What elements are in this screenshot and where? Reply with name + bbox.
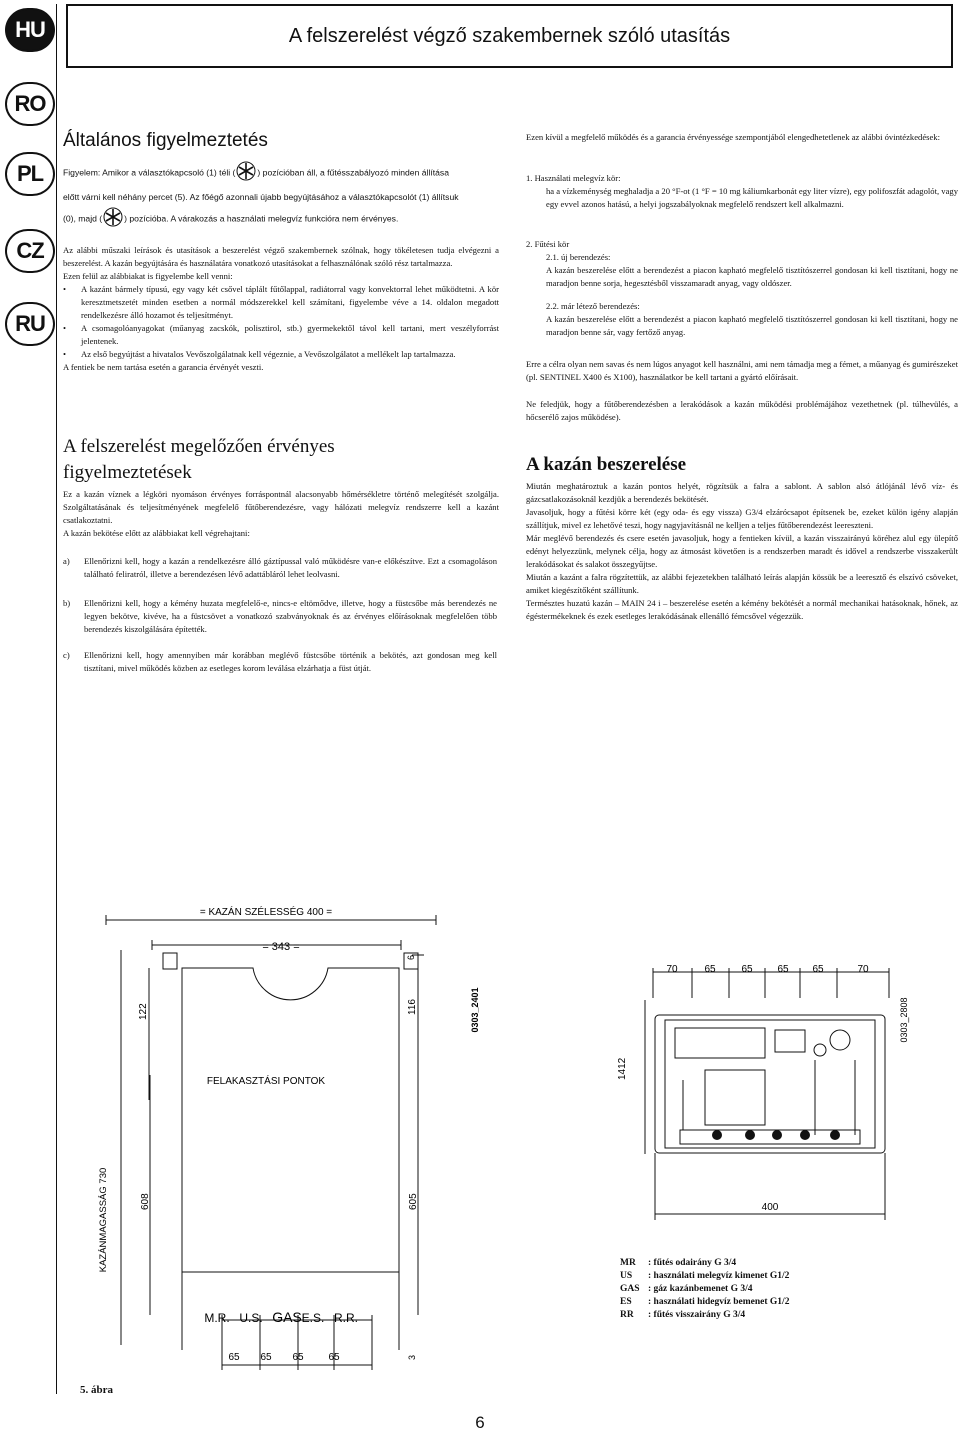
warning-line-2: előtt várni kell néhány percet (5). Az főégő azonnali újabb begyújtásához a választókapcsolót (1) állítsuk: [63, 192, 459, 202]
preinstall-paragraph: [63, 488, 499, 540]
conn-label-gas: GAS: [272, 1309, 302, 1325]
section-title-general-warning: Általános figyelmeztetés: [63, 130, 268, 151]
dhw-circuit: [526, 172, 958, 211]
item-label: b): [63, 598, 71, 608]
legend-key: RR: [620, 1310, 634, 1320]
bottom-dim: 65: [228, 1352, 240, 1363]
legend-row: [620, 1296, 789, 1309]
legend-row: [620, 1270, 789, 1283]
figure-caption: 5. ábra: [80, 1384, 113, 1396]
top-dim: 70: [666, 964, 678, 975]
dim-116: 116: [407, 999, 418, 1015]
requirements-list: [63, 283, 499, 361]
installation-p2: Javasoljuk, hogy a fűtési körre két (egy oda- és egy vissza) G3/4 elzárócsapot építsenek be, ezeket külön igény alapján szállítjuk, mivel ez lehetővé teszi, hogy nagyjavításnál ne kelljen a teljes fűtőberendezést leereszteni.: [526, 507, 958, 530]
installation-p5: Természtes huzatú kazán – MAIN 24 i – beszerelése esetén a kémény bekötését a normál mechanikai hatásoknak, hőnek, az égéstermékeknek és ezek esetleges lerakódásának ellenálló fémcsővel végezzük.: [526, 598, 958, 621]
warning-text-1a: Figyelem: Amikor a választókapcsoló (1) téli (: [63, 167, 236, 178]
dim-1412: 1412: [617, 1057, 628, 1080]
heating-existing-text: A kazán beszerelése előtt a berendezést a piacon kapható megfelelő tisztítószerrel gondosan ki kell tisztítani, hogy ne maradjon benne sár, vagy fertőző anyag.: [546, 314, 958, 337]
section-title-preinstall: [63, 434, 499, 486]
item-label: a): [63, 556, 70, 566]
item-text: Ellenőrizni kell, hogy amennyiben már korábban meglévő füstcsőbe történik a bekötés, azt gondosan meg kell tisztítani, mivel működés közben az esetleges korom leválása elzárhatja a füst útját.: [84, 650, 497, 673]
bottom-dim: 65: [260, 1352, 272, 1363]
deposits-note: Ne feledjük, hogy a fűtőberendezésben a lerakódások a kazán működési problémájához vezethetnek (pl. túlhevülés, a hőcserélő zajos működése).: [526, 399, 958, 422]
heating-new-heading: 2.1. új berendezés:: [546, 252, 611, 262]
warning-text-3b: ) pozícióba. A várakozás a használati melegvíz funkcióra nem érvényes.: [124, 213, 399, 224]
snowflake-icon-2: [102, 212, 124, 226]
legend-row: [620, 1283, 789, 1296]
legend-text: : használati melegvíz kimenet G1/2: [648, 1271, 790, 1281]
bottom-dim: 65: [328, 1352, 340, 1363]
legend-key: ES: [620, 1297, 632, 1307]
template-drawing: [66, 890, 480, 1400]
heating-new-text: A kazán beszerelése előtt a berendezést a piacon kapható megfelelő tisztítószerrel gondosan ki kell tisztítani, hogy ne maradjon benne sorja, hegesztésből visszamaradt anyag, vagy oldószer.: [546, 265, 958, 288]
dhw-heading: 1. Használati melegvíz kör:: [526, 173, 621, 183]
intro-paragraph: [63, 244, 499, 374]
page-title: A felszerelést végző szakembernek szóló utasítás: [288, 24, 731, 47]
top-dim: 70: [857, 964, 869, 975]
item-text: Ellenőrizni kell, hogy a kazán a rendelkezésre álló gáztípussal való működésre van-e előkészítve. Ezt a csomagoláson található feliratról, illetve a berendezésen lévő adattábláról lehet leolvasni.: [84, 556, 497, 579]
legend-row: [620, 1309, 789, 1322]
lang-tab-pl[interactable]: PL: [5, 152, 55, 196]
section-title-installation: A kazán beszerelése: [526, 454, 687, 475]
heating-circuit: [526, 238, 958, 339]
top-dim: 65: [812, 964, 824, 975]
installation-p1: Miután meghatároztuk a kazán pontos helyét, rögzítsük a falra a sablont. A sablon alsó átlójánál lévő víz- és gázcsatlakozásoknál kezdjük a berendezés bekötését.: [526, 481, 958, 504]
legend-text: : fűtés odairány G 3/4: [648, 1258, 737, 1268]
heating-existing-heading: 2.2. már létező berendezés:: [546, 301, 640, 311]
section-title-line-1: A felszerelést megelőzően érvényes: [63, 436, 335, 457]
legend-text: : fűtés visszairány G 3/4: [648, 1310, 746, 1320]
lang-tab-ro[interactable]: RO: [5, 82, 55, 126]
list-item: • A kazánt bármely típusú, egy vagy két csővel táplált fűtőlappal, radiátorral vagy konvektorral lehet működtetni. A kör keresztmetszetét minden esetben a normál módszerekkel kell számítani, figyelembe véve a 14. oldalon megadott rendelkezésre álló hozamot és teljesítményt.: [63, 283, 499, 322]
warranty-note: A fentiek be nem tartása esetén a garancia érvényét veszti.: [63, 362, 264, 372]
list-item: [63, 649, 499, 693]
installation-p3: Már meglévő berendezés és csere esetén javasoljuk, hogy a fentieken kívül, a kazán visszairányú köréhez alul egy ülepítő edényt helyezzünk, melynek célja, hogy az átmosást követően is a rendszerben maradt és idővel a rendszerbe visszakerült lerakódásokat és salakot összegyűjtse.: [526, 533, 958, 569]
preinstall-text-1: Ez a kazán víznek a légköri nyomáson érvényes forráspontnál alacsonyabb hőmérsékletre történő melegítését szolgálja. Szolgáltatásának és teljesítményének megfelelő fűtőberendezésre, vagy hálózati melegvíz rendszerre kell a kazánt csatlakoztatni.: [63, 489, 499, 525]
installation-text: [526, 480, 958, 623]
width-label: = KAZÁN SZÉLESSÉG 400 =: [199, 907, 333, 918]
preinstall-text-2: A kazán bekötése előtt az alábbiakat kell végrehajtani:: [63, 528, 250, 538]
warning-text-1b: ) pozícióban áll, a fűtésszabályozó minden állítása: [257, 167, 449, 178]
list-item: • A csomagolóanyagokat (műanyag zacskók, polisztirol, stb.) gyermekektől távol kell tartani, mert veszélyforrást jelentenek.: [63, 322, 499, 348]
cleaning-note: Erre a célra olyan nem savas és nem lúgos anyagot kell használni, ami nem támadja meg a fémet, a műanyag és gumirészeket (pl. SENTINEL X400 és X100), használatkor be kell tartani a gyártó előírásait.: [526, 359, 958, 382]
dim-3: 3: [407, 1354, 417, 1360]
dim-608: 608: [140, 1193, 151, 1210]
warning-line-1: [63, 166, 503, 180]
top-dim: 65: [777, 964, 789, 975]
conn-label-rr: R.R.: [334, 1311, 358, 1325]
lang-tab-hu[interactable]: HU: [5, 8, 55, 52]
lang-tab-cz[interactable]: CZ: [5, 229, 55, 273]
bottom-dim: 65: [292, 1352, 304, 1363]
installation-p4: Miután a kazánt a falra rögzítettük, az alábbi fejezetekben található leírás alapján kössük be a leeresztő és elszívó csöveket, amiket kiegészítőként szállítunk.: [526, 572, 958, 595]
warning-line-3: [63, 212, 503, 226]
legend-row: [620, 1257, 789, 1270]
top-dim: 65: [704, 964, 716, 975]
height-label: KAZÁNMAGASSÁG 730: [98, 1167, 109, 1273]
lang-tab-ru[interactable]: RU: [5, 302, 55, 346]
dim-6: 6: [406, 954, 416, 960]
item-label: c): [63, 650, 70, 660]
dim-343: = 343 =: [262, 941, 300, 953]
figure-code-right: 0303_2808: [899, 997, 909, 1043]
item-text: Ellenőrizni kell, hogy a kémény huzata megfelelő-e, nincs-e eltömődve, illetve, hogy a füstcsőbe más berendezés ne legyen bekötve, kivéve, ha a füstcsövet a vonatkozó szabványoknak és az érvényes előírásoknak megfelelően több berendezés kiszolgálására építették.: [84, 598, 497, 634]
dim-400: 400: [761, 1202, 779, 1213]
legend-key: MR: [620, 1258, 636, 1268]
dhw-text: ha a vízkeménység meghaladja a 20 °F-ot (1 °F = 10 mg káliumkarbonát egy liter vízre), egy polifoszfát adagolót, vagy egy evvel azonos hatású, a helyi jogszabályoknak megfelelő rendszert kell alkalmazni.: [546, 186, 958, 209]
dim-122: 122: [138, 1003, 149, 1020]
heating-heading: 2. Fűtési kör: [526, 239, 570, 249]
conn-label-es: E.S.: [301, 1311, 325, 1325]
legend-key: US: [620, 1271, 633, 1281]
list-item: • Az első begyújtást a hivatalos Vevőszolgálatnak kell végeznie, a Vevőszolgálatot a mellékelt lap tartalmazza.: [63, 348, 499, 361]
list-item: [63, 555, 499, 585]
list-item: [63, 597, 499, 641]
warning-text-3a: (0), majd (: [63, 213, 103, 224]
legend-key: GAS: [620, 1284, 640, 1294]
section-title-line-2: figyelmeztetések: [63, 462, 192, 483]
connection-legend: [620, 1257, 789, 1322]
side-divider: [56, 4, 57, 1394]
conn-label-mr: M.R.: [204, 1311, 230, 1325]
dim-605: 605: [408, 1193, 419, 1210]
legend-text: : használati hidegvíz bemenet G1/2: [648, 1297, 790, 1307]
hang-points-label: FELAKASZTÁSI PONTOK: [206, 1076, 326, 1087]
right-intro: Ezen kívül a megfelelő működés és a garancia érvényessége szempontjából elengedhetetlenek az alábbi óvintézkedések:: [526, 132, 940, 142]
page-number: 6: [475, 1413, 485, 1432]
boiler-rear-drawing: [595, 960, 925, 1220]
snowflake-icon: [235, 166, 257, 180]
legend-text: : gáz kazánbemenet G 3/4: [648, 1284, 753, 1294]
top-dim: 65: [741, 964, 753, 975]
intro-text-1: Az alábbi műszaki leírások és utasítások a beszerelést végző szakembernek szólnak, hogy tökéletesen tudja elvégezni a beszerelést. A kazán begyújtására és használatára vonatkozó utasításokat a felhasználónak szóló rész tartalmazza.: [63, 245, 499, 268]
conn-label-us: U.S.: [239, 1311, 263, 1325]
intro-text-2: Ezen felül az alábbiakat is figyelembe kell venni:: [63, 271, 233, 281]
figure-code-left: 0303_2401: [470, 987, 480, 1033]
